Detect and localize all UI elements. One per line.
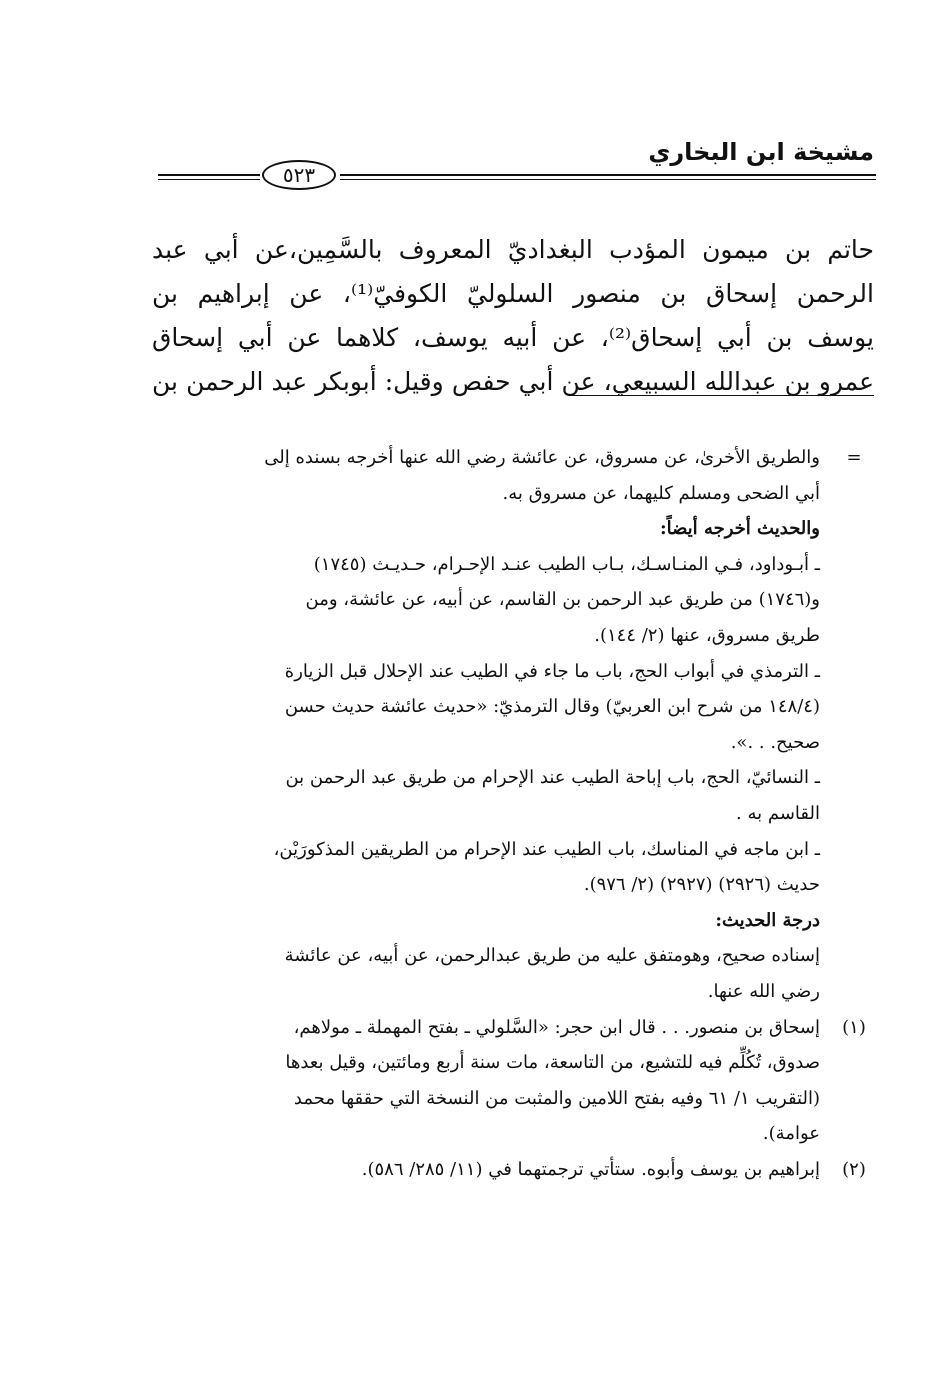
footnote-line: ـ ابن ماجه في المناسك، باب الطيب عند الإحرام من الطريقين المذكورَيْن، xyxy=(273,838,820,860)
main-text-line: الرحمن إسحاق بن منصور السلوليّ الكوفيّ⁽¹⁾، عن إبراهيم بن xyxy=(152,279,874,308)
header-rule-left xyxy=(158,174,260,180)
running-header-title: مشيخة ابن البخاري xyxy=(648,138,874,166)
main-text xyxy=(152,228,874,404)
footnote-line: عوامة). xyxy=(762,1123,820,1145)
footnote-2 xyxy=(152,1152,874,1188)
footnote-line: (التقريب ١/ ٦١ وفيه بفتح اللامين والمثبت من النسخة التي حققها محمد xyxy=(293,1087,820,1109)
footnote-line: ـ الترمذي في أبواب الحج، باب ما جاء في الطيب عند الإحلال قبل الزيارة xyxy=(284,660,820,682)
footnote-line: صدوق، تُكُلِّم فيه للتشيع، من التاسعة، مات سنة أربع ومائتين، وقيل بعدها xyxy=(285,1052,820,1074)
continuation-marker: = xyxy=(846,447,862,468)
footnote-separator xyxy=(570,395,874,396)
footnote-line: إبراهيم بن يوسف وأبوه. ستأتي ترجمتهما في (١١/ ٢٨٥/ ٥٨٦). xyxy=(361,1158,820,1180)
footnote-line: صحيح. . .». xyxy=(730,731,820,753)
main-text-line: عمرو بن عبدالله السبيعي، عن أبي حفص وقيل: أبوبكر عبد الرحمن بن xyxy=(152,367,874,396)
main-text-line: يوسف بن أبي إسحاق⁽²⁾، عن أبيه يوسف، كلاهما عن أبي إسحاق xyxy=(152,323,874,352)
footnote-marker: (١) xyxy=(842,1016,866,1038)
footnotes xyxy=(152,440,874,1187)
footnote-subheading: والحديث أخرجه أيضاً: xyxy=(659,518,820,540)
footnote-line: إسحاق بن منصور. . . قال ابن حجر: «السَّلولي ـ بفتح المهملة ـ مولاهم، xyxy=(293,1016,820,1038)
footnote-line: و(١٧٤٦) من طريق عبد الرحمن بن القاسم، عن أبيه، عن عائشة، ومن xyxy=(305,589,820,611)
footnote-line: القاسم به . xyxy=(736,802,820,824)
footnote-line: طريق مسروق، عنها (٢/ ١٤٤). xyxy=(594,624,820,646)
footnote-marker: (٢) xyxy=(842,1158,866,1180)
footnote-line: (١٤٨/٤ من شرح ابن العربيّ) وقال الترمذيّ: «حديث عائشة حديث حسن xyxy=(284,696,820,718)
header-rule xyxy=(340,174,876,180)
footnote-line: رضي الله عنها. xyxy=(707,980,820,1002)
footnote-line: ـ أبـوداود، فـي المنـاسـك، بـاب الطيب عنـد الإحـرام، حـديـث (١٧٤٥) xyxy=(313,553,820,575)
footnote-line: والطريق الأخرىٰ، عن مسروق، عن عائشة رضي الله عنها أخرجه بسنده إلى xyxy=(264,447,820,468)
main-text-line: حاتم بن ميمون المؤدب البغداديّ المعروف بالسَّمِين،عن أبي عبد xyxy=(152,235,874,264)
footnote-continuation xyxy=(152,440,874,1010)
footnote-line: ـ النسائيّ، الحج، باب إباحة الطيب عند الإحرام من طريق عبد الرحمن بن xyxy=(285,767,820,789)
page-number: ٥٢٣ xyxy=(262,160,336,190)
footnote-subheading: درجة الحديث: xyxy=(715,909,820,931)
footnote-line: حديث (٢٩٢٦) (٢٩٢٧) (٢/ ٩٧٦). xyxy=(583,874,820,896)
footnote-1 xyxy=(152,1010,874,1152)
footnote-line: أبي الضحى ومسلم كليهما، عن مسروق به. xyxy=(502,482,820,504)
footnote-line: إسناده صحيح، وهومتفق عليه من طريق عبدالرحمن، عن أبيه، عن عائشة xyxy=(284,945,820,967)
